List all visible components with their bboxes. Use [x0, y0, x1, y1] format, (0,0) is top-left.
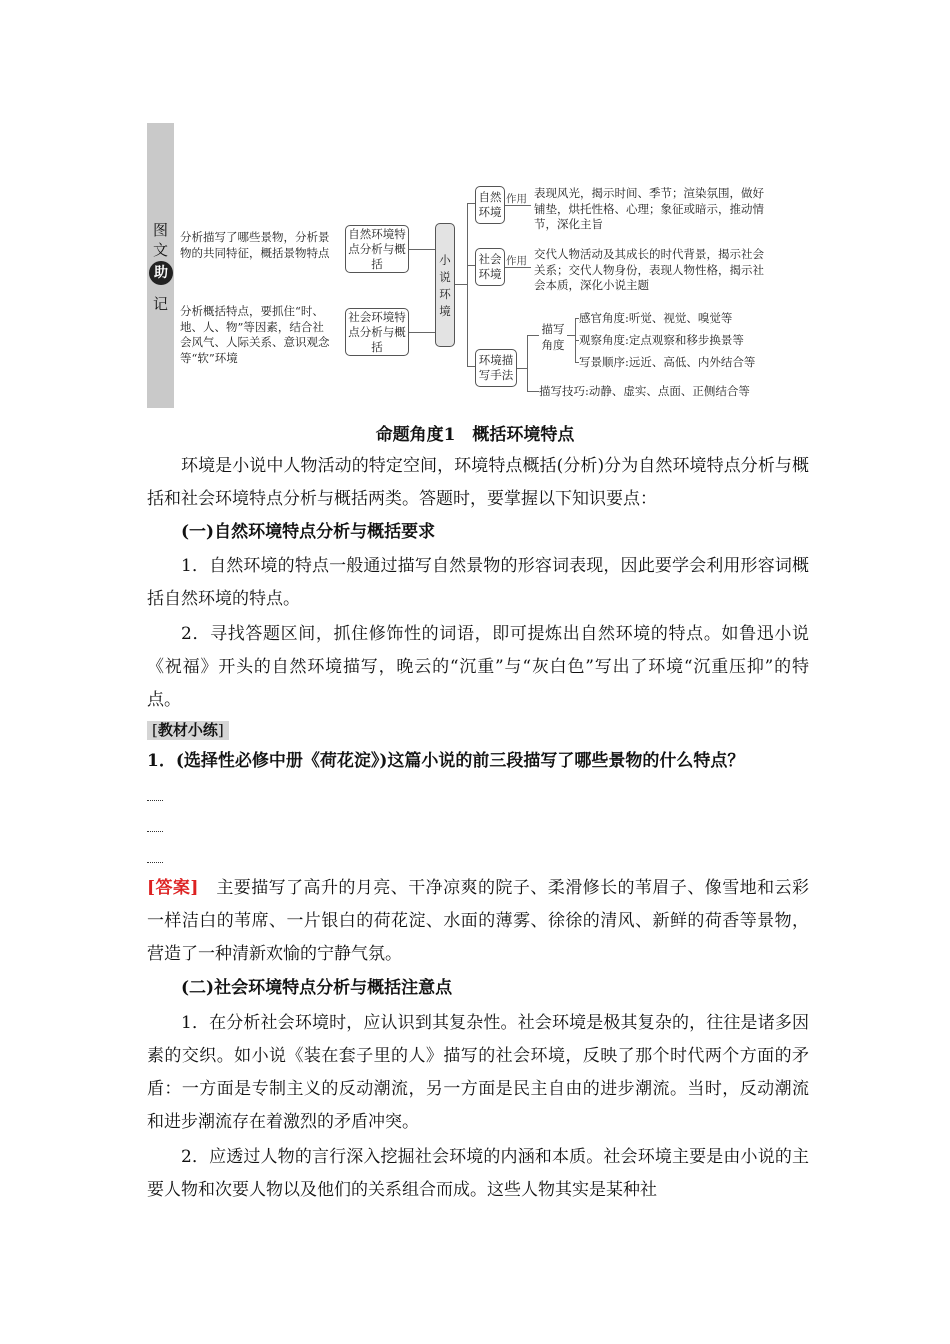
label-effect-natural: 作用: [506, 193, 527, 205]
connector: [567, 335, 575, 336]
connector: [409, 332, 435, 333]
connector: [467, 203, 475, 204]
answer-text: 主要描写了高升的月亮、干净凉爽的院子、柔滑修长的苇眉子、像雪地和云彩一样洁白的苇席、一片银白的荷花淀、水面的薄雾、徐徐的清风、新鲜的荷香等景物，营造了一种清新欢愉的宁静气氛。: [147, 878, 809, 964]
left-text-nature: 分析描写了哪些景物，分析景物的共同特征，概括景物特点: [180, 230, 330, 260]
sidebar-char: 文: [152, 241, 168, 259]
heading-social: (二)社会环境特点分析与概括注意点: [181, 978, 453, 998]
practice-tag: [ 教材小练 ]: [147, 721, 229, 740]
angle-label: 描写角度: [541, 322, 565, 352]
natural-effect-text: 表现风光，揭示时间、季节；渲染氛围，做好铺垫，烘托性格、心理；象征或暗示，推动情节，深化主旨: [534, 186, 764, 231]
diagram-sidebar: [147, 123, 174, 408]
answer-blank-line: [147, 862, 163, 863]
answer-paragraph: [147, 872, 809, 971]
connector: [527, 391, 539, 392]
connector: [527, 335, 528, 391]
center-novel-environment: 小说环境: [435, 223, 455, 347]
technique-text: 描写技巧:动静、虚实、点面、正侧结合等: [539, 384, 750, 398]
social-point-2: 2．应透过人物的言行深入挖掘社会环境的内涵和本质。社会环境主要是由小说的主要人物和次要人物以及他们的关系组合而成。这些人物其实是某种社: [147, 1147, 809, 1200]
section-title: 命题角度1 概括环境特点: [375, 425, 575, 445]
mind-map-diagram: [147, 123, 772, 408]
connector: [467, 203, 468, 366]
answer-blank-line: [147, 800, 163, 801]
box-nature-analysis: 自然环境特点分析与概括: [345, 225, 409, 273]
natural-point-2: 2．寻找答题区间，抓住修饰性的词语，即可提炼出自然环境的特点。如鲁迅小说《祝福》开头的自然环境描写，晚云的“沉重”与“灰白色”写出了环境“沉重压抑”的特点。: [147, 624, 809, 710]
box-social-env: 社会环境: [475, 248, 505, 286]
connector: [455, 284, 467, 285]
box-society-analysis: 社会环境特点分析与概括: [345, 308, 409, 356]
natural-point-1: 1．自然环境的特点一般通过描写自然景物的形容词表现，因此要学会利用形容词概括自然环境的特点。: [147, 556, 809, 609]
social-effect-text: 交代人物活动及其成长的时代背景，揭示社会关系；交代人物身份，表现人物性格，揭示社会本质，深化小说主题: [534, 247, 764, 292]
social-point-1: 1．在分析社会环境时，应认识到其复杂性。社会环境是极其复杂的，往往是诸多因素的交织。如小说《装在套子里的人》描写的社会环境，反映了那个时代两个方面的矛盾：一方面是专制主义的反动潮流，另一方面是民主自由的进步潮流。当时，反动潮流和进步潮流存在着激烈的矛盾冲突。: [147, 1013, 809, 1132]
label-effect-social: 作用: [506, 255, 527, 267]
connector: [409, 249, 435, 250]
connector: [467, 265, 475, 266]
sidebar-char: 图: [152, 221, 168, 239]
box-description-method: 环境描写手法: [475, 349, 517, 387]
connector: [517, 368, 527, 369]
left-text-society: 分析概括特点，要抓住“时、地、人、物”等因素，结合社会风气、人际关系、意识观念等“软”环境: [180, 304, 330, 365]
angle-sensory: 感官角度:听觉、视觉、嗅觉等: [579, 311, 733, 325]
intro-paragraph: 环境是小说中人物活动的特定空间，环境特点概括(分析)分为自然环境特点分析与概括和社会环境特点分析与概括两类。答题时，要掌握以下知识要点：: [147, 456, 809, 509]
answer-label: [答案]: [147, 878, 199, 898]
practice-question: 1．(选择性必修中册《荷花淀》)这篇小说的前三段描写了哪些景物的什么特点？: [147, 751, 745, 771]
box-natural-env: 自然环境: [475, 186, 505, 224]
heading-natural: (一)自然环境特点分析与概括要求: [181, 522, 436, 542]
sidebar-char-badge: 助: [149, 261, 173, 285]
angle-order: 写景顺序:远近、高低、内外结合等: [579, 355, 756, 369]
angle-observation: 观察角度:定点观察和移步换景等: [579, 333, 744, 347]
sidebar-char: 记: [152, 295, 168, 313]
connector: [467, 366, 475, 367]
connector: [527, 335, 539, 336]
answer-blank-line: [147, 831, 163, 832]
